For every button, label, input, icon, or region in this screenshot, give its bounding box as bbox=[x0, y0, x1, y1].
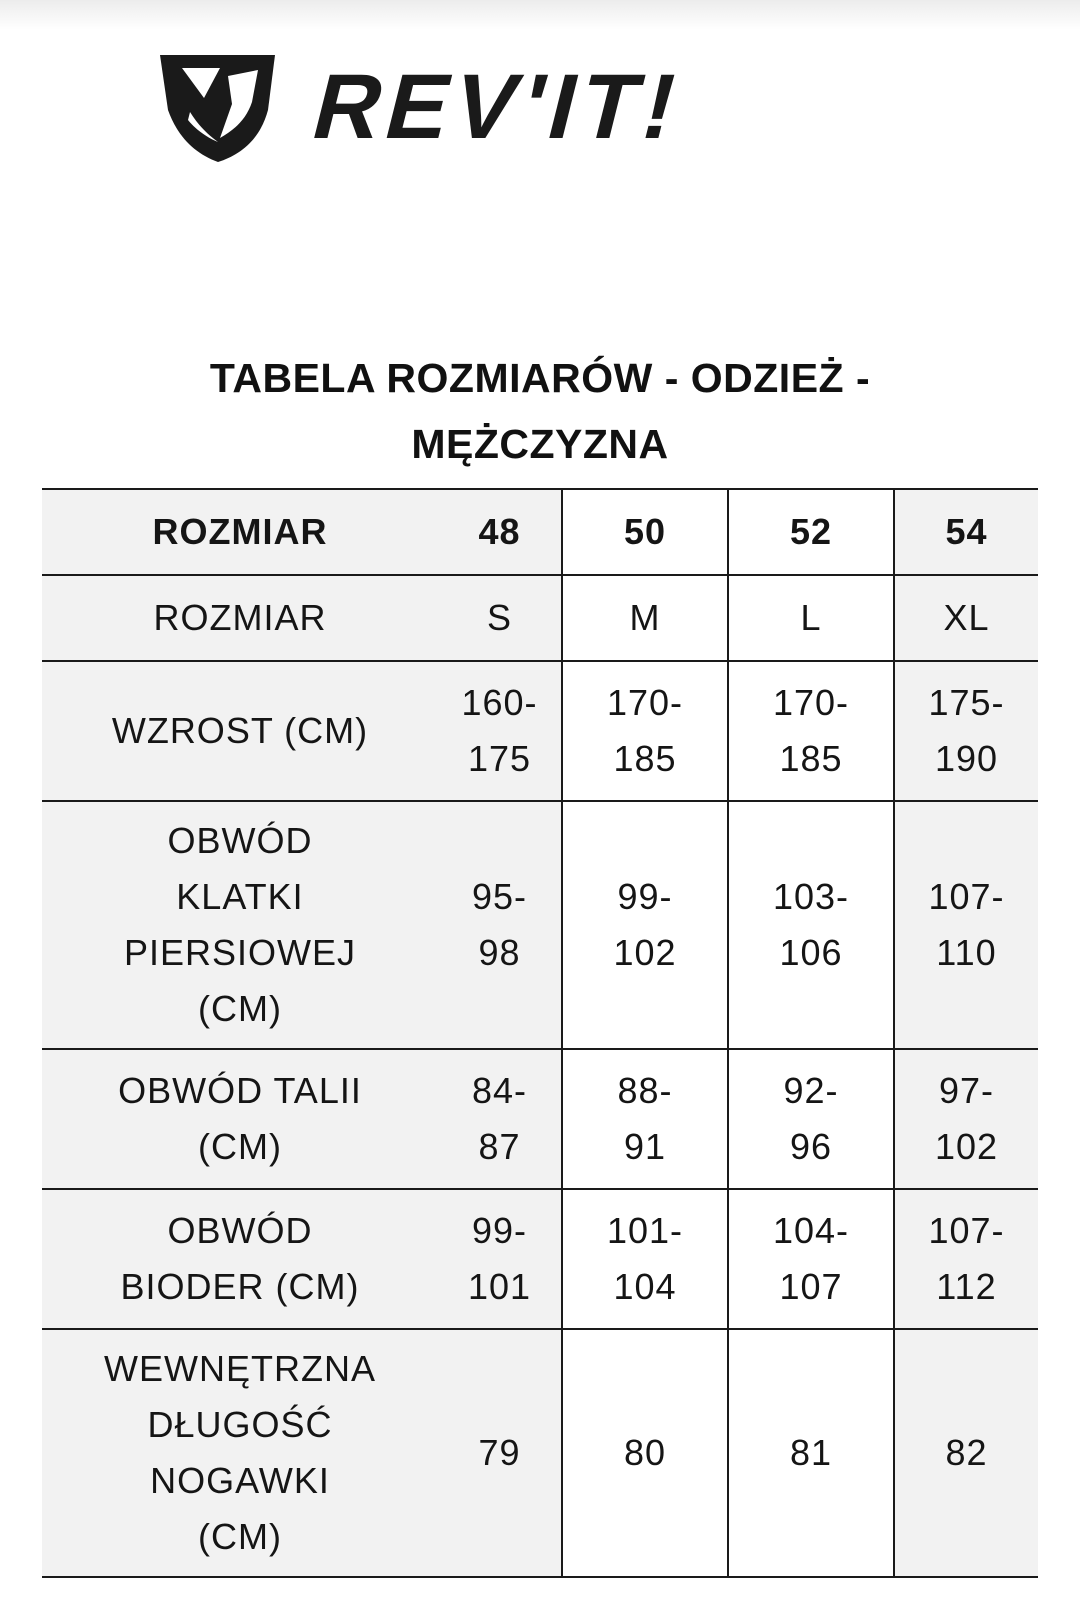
table-cell: XL bbox=[894, 575, 1038, 661]
table-cell: 170- 185 bbox=[562, 661, 728, 801]
row-label: OBWÓD KLATKI PIERSIOWEJ (CM) bbox=[42, 801, 438, 1049]
table-row bbox=[42, 1329, 1038, 1577]
table-row bbox=[42, 1049, 1038, 1189]
table-cell: 95- 98 bbox=[438, 801, 562, 1049]
row-label: WEWNĘTRZNA DŁUGOŚĆ NOGAWKI (CM) bbox=[42, 1329, 438, 1577]
table-cell: 99- 101 bbox=[438, 1189, 562, 1329]
table-cell: 80 bbox=[562, 1329, 728, 1577]
header-label: ROZMIAR bbox=[42, 489, 438, 575]
row-label: WZROST (CM) bbox=[42, 661, 438, 801]
table-cell: 103- 106 bbox=[728, 801, 894, 1049]
table-cell: 92- 96 bbox=[728, 1049, 894, 1189]
svg-text:REV'IT!: REV'IT! bbox=[303, 54, 695, 158]
table-header-row bbox=[42, 489, 1038, 575]
page-title bbox=[60, 345, 1020, 477]
size-chart-table bbox=[42, 488, 1038, 1578]
table-row bbox=[42, 661, 1038, 801]
table-cell: 81 bbox=[728, 1329, 894, 1577]
title-line-2: MĘŻCZYZNA bbox=[411, 421, 669, 467]
row-label: OBWÓD TALII (CM) bbox=[42, 1049, 438, 1189]
table-cell: 107- 110 bbox=[894, 801, 1038, 1049]
table-cell: 88- 91 bbox=[562, 1049, 728, 1189]
table-row bbox=[42, 801, 1038, 1049]
table-cell: 160- 175 bbox=[438, 661, 562, 801]
header-size-48: 48 bbox=[438, 489, 562, 575]
table-cell: 107- 112 bbox=[894, 1189, 1038, 1329]
table-row bbox=[42, 1189, 1038, 1329]
table-cell: 79 bbox=[438, 1329, 562, 1577]
table-cell: 84- 87 bbox=[438, 1049, 562, 1189]
table-cell: 99- 102 bbox=[562, 801, 728, 1049]
row-label: ROZMIAR bbox=[42, 575, 438, 661]
row-label: OBWÓD BIODER (CM) bbox=[42, 1189, 438, 1329]
table-cell: S bbox=[438, 575, 562, 661]
table-cell: L bbox=[728, 575, 894, 661]
table-cell: 97- 102 bbox=[894, 1049, 1038, 1189]
top-shadow bbox=[0, 0, 1080, 30]
table-cell: 175- 190 bbox=[894, 661, 1038, 801]
table-row bbox=[42, 575, 1038, 661]
table-cell: 170- 185 bbox=[728, 661, 894, 801]
revit-logo bbox=[160, 50, 900, 170]
header-size-50: 50 bbox=[562, 489, 728, 575]
table-cell: M bbox=[562, 575, 728, 661]
header-size-54: 54 bbox=[894, 489, 1038, 575]
table-cell: 101- 104 bbox=[562, 1189, 728, 1329]
title-line-1: TABELA ROZMIARÓW - ODZIEŻ - bbox=[209, 355, 871, 401]
header-size-52: 52 bbox=[728, 489, 894, 575]
table-cell: 82 bbox=[894, 1329, 1038, 1577]
table-cell: 104- 107 bbox=[728, 1189, 894, 1329]
